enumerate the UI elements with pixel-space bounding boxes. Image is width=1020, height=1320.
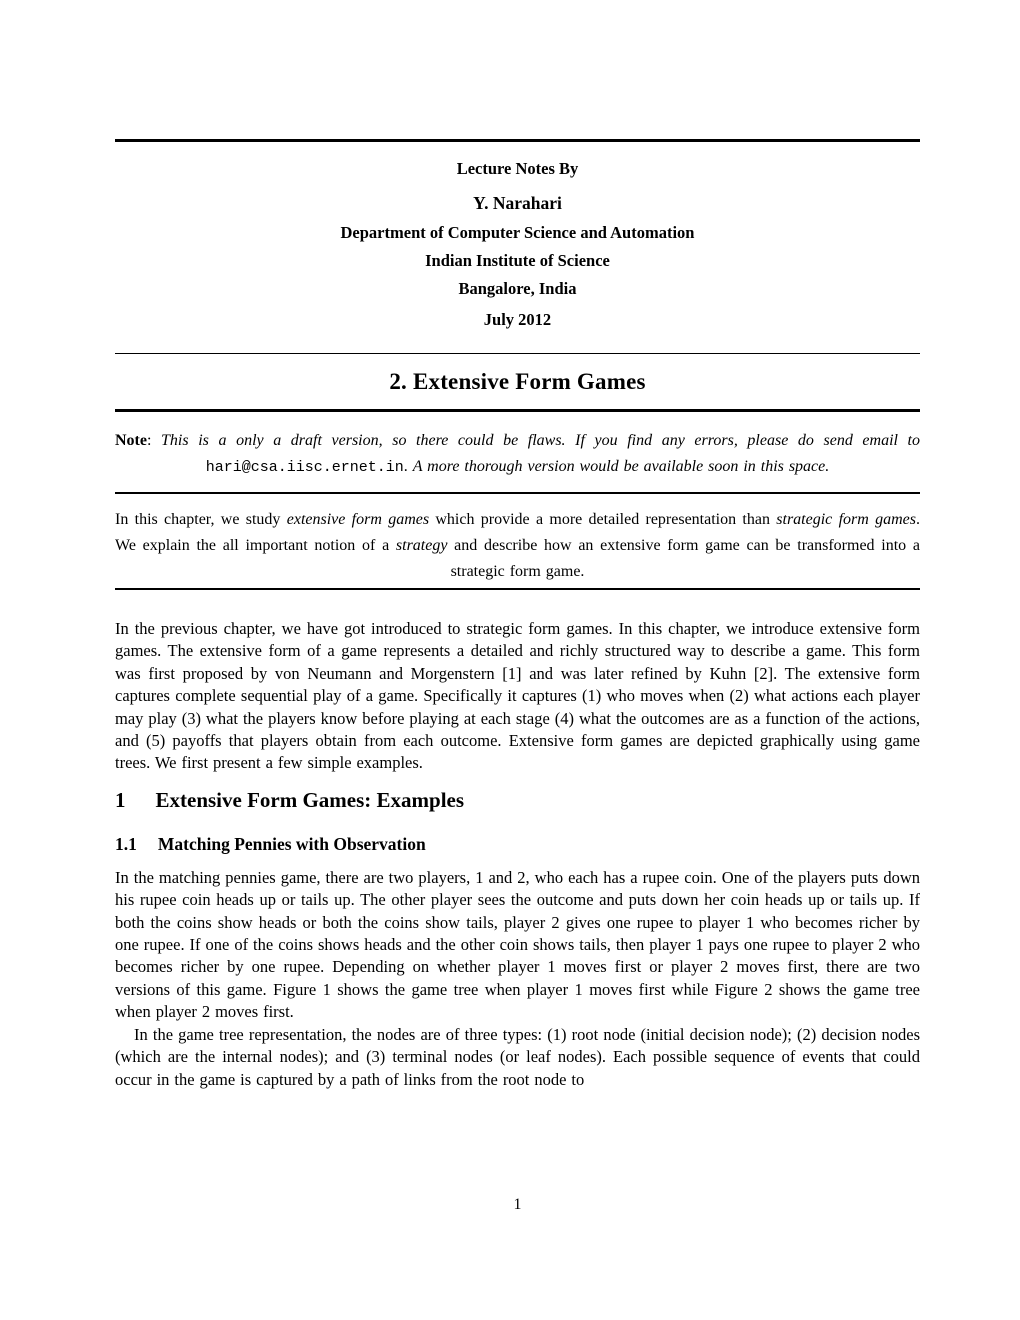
header-department: Department of Computer Science and Automation (340, 222, 695, 242)
title-bottom-rule (115, 409, 920, 412)
abstract-paragraph: In this chapter, we study extensive form games which provide a more detailed representation than strategic form games. We explain the all important notion of a strategy and describe how an extensive form game can be transformed into a strategic form game. (115, 511, 920, 580)
text-block (115, 0, 920, 1091)
header-date: July 2012 (483, 309, 552, 329)
section-heading (115, 787, 920, 813)
matching-pennies-paragraph: In the matching pennies game, there are two players, 1 and 2, who each has a rupee coin. One of the players puts down his rupee coin heads up or tails up. The other player sees the outcome and puts down her coin heads up or tails up. If both the coins show heads or both the coins show tails, player 2 gives one rupee to player 1 who becomes richer by one rupee. If one of the coins shows heads and the other coin shows tails, then player 1 pays one rupee to player 2 who becomes richer by one rupee. Depending on whether player 1 moves first or player 2 moves first, there are two versions of this game. Figure 1 shows the game tree when player 1 moves first while Figure 2 shows the game tree when player 2 moves first. (115, 867, 920, 1022)
subsection-number: 1.1 (115, 833, 137, 854)
section-number: 1 (115, 787, 126, 812)
header-author: Y. Narahari (473, 192, 562, 213)
subsection-heading (115, 833, 920, 855)
abstract-bottom-rule (115, 588, 920, 590)
section-title: Extensive Form Games: Examples (155, 787, 465, 812)
note-bottom-rule (115, 492, 920, 495)
intro-paragraph: In the previous chapter, we have got introduced to strategic form games. In this chapter, we introduce extensive form games. The extensive form of a game represents a detailed and richly structured way to describe a game. This form was first proposed by von Neumann and Morgenstern [1] and was later refined by Kuhn [2]. The extensive form captures complete sequential play of a game. Specifically it captures (1) who moves when (2) what actions each player may play (3) what the players know before playing at each stage (4) what the outcomes are as a function of the actions, and (5) payoffs that players obtain from each outcome. Extensive form games are depicted graphically using game trees. We first present a few simple examples. (115, 619, 920, 773)
header-lecture-notes-by: Lecture Notes By (456, 158, 579, 178)
page-number: 1 (513, 1196, 522, 1213)
chapter-title: 2. Extensive Form Games (389, 369, 646, 394)
header-institute: Indian Institute of Science (425, 250, 610, 270)
subsection-title: Matching Pennies with Observation (157, 833, 426, 854)
draft-note: Note: This is a only a draft version, so there could be flaws. If you find any errors, please do send email to hari@csa.iisc.ernet.in. A more thorough version would be available soon in this space. (115, 431, 920, 476)
header-location: Bangalore, India (458, 278, 577, 298)
top-rule (115, 139, 920, 142)
title-top-rule (115, 353, 920, 355)
game-tree-paragraph: In the game tree representation, the nodes are of three types: (1) root node (initial decision node); (2) decision nodes (which are the internal nodes); and (3) terminal nodes (or leaf nodes). Each possible sequence of events that could occur in the game is captured by a path of links from the root node to (115, 1024, 920, 1089)
